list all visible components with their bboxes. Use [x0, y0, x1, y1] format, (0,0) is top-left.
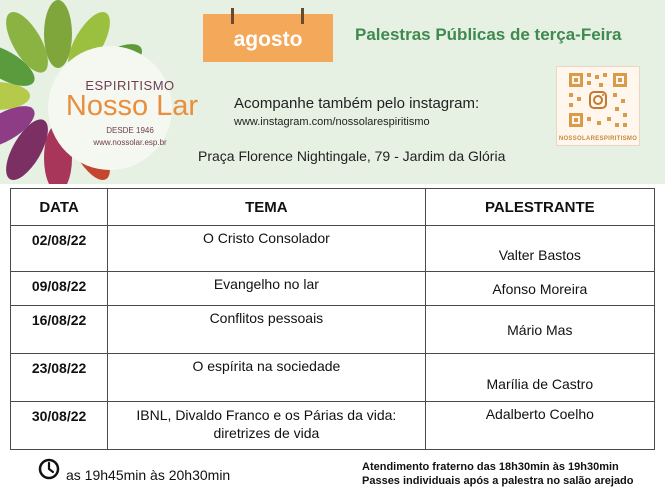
row-date: 02/08/22 [11, 226, 108, 272]
table-header-row [11, 189, 655, 226]
hanger-hook-icon [301, 8, 304, 24]
instagram-prompt: Acompanhe também pelo instagram: [234, 95, 480, 112]
page-title: Palestras Públicas de terça-Feira [355, 25, 622, 44]
table-row [11, 272, 655, 306]
qr-label: NOSSOLARESPIRITISMO [558, 136, 638, 142]
row-speaker: Afonso Moreira [425, 272, 654, 306]
address: Praça Florence Nightingale, 79 - Jardim da Glória [198, 148, 506, 164]
table-row [11, 354, 655, 402]
month-tag [203, 14, 333, 62]
row-date: 09/08/22 [11, 272, 108, 306]
column-header-date: DATA [11, 189, 108, 226]
row-theme: O espírita na sociedade [108, 354, 425, 402]
note-passes: Passes individuais após a palestra no salão arejado [362, 475, 634, 487]
column-header-speaker: PALESTRANTE [425, 189, 654, 226]
row-speaker: Adalberto Coelho [425, 402, 654, 450]
row-speaker: Marília de Castro [425, 354, 654, 402]
row-speaker: Valter Bastos [425, 226, 654, 272]
logo-line-nosso-lar: Nosso Lar [65, 90, 199, 122]
footer-notes [362, 460, 633, 488]
lecture-time: as 19h45min às 20h30min [66, 467, 231, 483]
table-row [11, 402, 655, 450]
clock-icon [38, 458, 60, 480]
row-date: 23/08/22 [11, 354, 108, 402]
schedule-table [10, 188, 655, 450]
qr-code-icon [557, 67, 639, 133]
row-theme: IBNL, Divaldo Franco e os Párias da vida: diretrizes de vida [108, 402, 425, 450]
note-atendimento: Atendimento fraterno das 18h30min às 19h30min [362, 461, 619, 473]
hanger-hook-icon [231, 8, 234, 24]
instagram-url[interactable]: www.instagram.com/nossolarespiritismo [234, 116, 430, 128]
month-label: agosto [233, 28, 303, 51]
row-speaker: Mário Mas [425, 306, 654, 354]
table-row [11, 306, 655, 354]
row-theme: Evangelho no lar [108, 272, 425, 306]
logo-line-url: www.nossolar.esp.br [93, 138, 167, 147]
header-banner [0, 0, 665, 184]
row-date: 30/08/22 [11, 402, 108, 450]
column-header-theme: TEMA [108, 189, 425, 226]
row-date: 16/08/22 [11, 306, 108, 354]
logo-line-espiritismo: ESPIRITISMO [85, 78, 175, 93]
row-theme: Conflitos pessoais [108, 306, 425, 354]
table-row [11, 226, 655, 272]
logo-line-desde: DESDE 1946 [106, 126, 154, 135]
qr-code [556, 66, 640, 146]
row-theme: O Cristo Consolador [108, 226, 425, 272]
